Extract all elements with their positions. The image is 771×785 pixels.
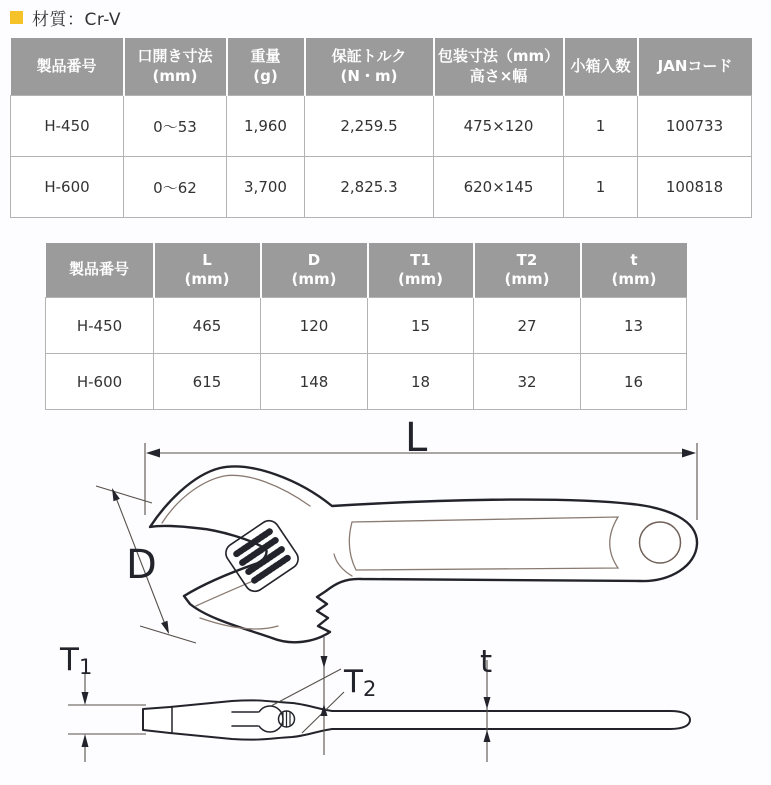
cell-L: 615 — [154, 354, 261, 410]
label-L: L — [405, 420, 428, 461]
spec-header-row — [11, 38, 752, 96]
table-row — [46, 354, 687, 410]
table-row — [11, 157, 752, 218]
table-row — [46, 298, 687, 354]
wrench-edge-view — [143, 700, 690, 739]
cell-package-size: 475×120 — [434, 96, 564, 157]
dim-col-D: D (mm) — [261, 243, 368, 298]
dimension-T1 — [59, 642, 146, 762]
label-T2: T2 — [344, 664, 377, 701]
dim-col-product-no: 製品番号 — [46, 243, 154, 298]
product-spec-table — [10, 38, 752, 218]
spec-col-box-qty: 小箱入数 — [564, 38, 638, 96]
spec-col-torque: 保証トルク (N・m) — [305, 38, 434, 96]
wrench-side-view — [150, 467, 697, 643]
cell-product-no: H-450 — [11, 96, 124, 157]
cell-product-no: H-450 — [46, 298, 154, 354]
cell-D: 148 — [261, 354, 368, 410]
cell-T2: 27 — [474, 298, 581, 354]
cell-jan-code: 100733 — [638, 96, 752, 157]
cell-box-qty: 1 — [564, 96, 638, 157]
cell-torque: 2,259.5 — [305, 96, 434, 157]
cell-weight: 1,960 — [227, 96, 305, 157]
wrench-diagram-svg — [0, 420, 771, 781]
cell-L: 465 — [154, 298, 261, 354]
cell-product-no: H-600 — [11, 157, 124, 218]
cell-jaw-opening: 0〜62 — [124, 157, 227, 218]
spec-col-jan-code: JANコード — [638, 38, 752, 96]
cell-T2: 32 — [474, 354, 581, 410]
dim-col-t: t (mm) — [581, 243, 687, 298]
cell-package-size: 620×145 — [434, 157, 564, 218]
cell-jan-code: 100818 — [638, 157, 752, 218]
cell-T1: 15 — [368, 298, 474, 354]
spec-col-package-size: 包装寸法（mm） 高さ×幅 — [434, 38, 564, 96]
cell-t: 13 — [581, 298, 687, 354]
label-t: t — [480, 644, 493, 680]
cell-jaw-opening: 0〜53 — [124, 96, 227, 157]
spec-col-product-no: 製品番号 — [11, 38, 124, 96]
cell-t: 16 — [581, 354, 687, 410]
material-note — [10, 6, 750, 28]
cell-T1: 18 — [368, 354, 474, 410]
label-D: D — [126, 542, 157, 588]
cell-torque: 2,825.3 — [305, 157, 434, 218]
dimension-t — [480, 644, 492, 762]
table-row — [11, 96, 752, 157]
cell-D: 120 — [261, 298, 368, 354]
yellow-square-bullet-icon — [10, 11, 23, 24]
dim-col-T1: T1 (mm) — [368, 243, 474, 298]
dimension-table — [45, 243, 687, 410]
wrench-technical-drawing — [0, 420, 771, 781]
label-T1: T1 — [60, 642, 93, 679]
dim-header-row — [46, 243, 687, 298]
cell-box-qty: 1 — [564, 157, 638, 218]
cell-weight: 3,700 — [227, 157, 305, 218]
spec-col-jaw-opening: 口開き寸法 (mm) — [124, 38, 227, 96]
cell-product-no: H-600 — [46, 354, 154, 410]
dim-col-T2: T2 (mm) — [474, 243, 581, 298]
spec-col-weight: 重量 (g) — [227, 38, 305, 96]
dim-col-L: L (mm) — [154, 243, 261, 298]
material-label: 材質：Cr-V — [32, 9, 122, 30]
